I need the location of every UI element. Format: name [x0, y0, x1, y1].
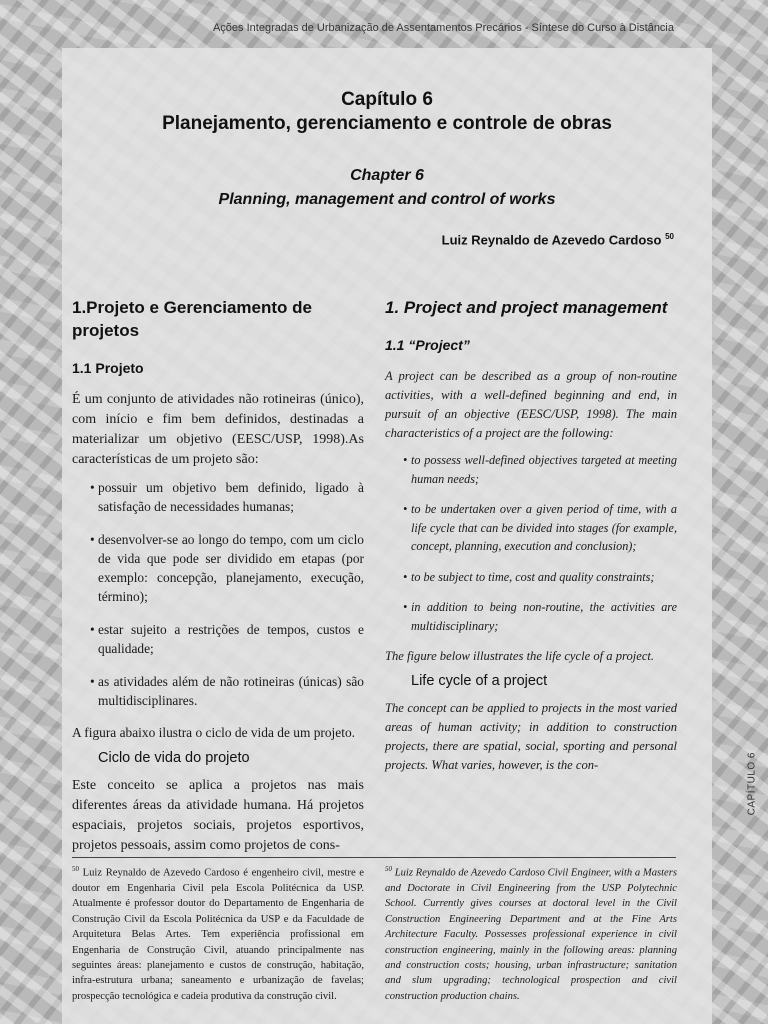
author-footnote-ref: 50 [665, 232, 674, 241]
list-item: • desenvolver-se ao longo do tempo, com um ciclo de vida que pode ser dividido em etapas (por exemplo: concepção, planejamento, execução, término); [72, 530, 364, 606]
chapter-number-pt: Capítulo 6 [341, 89, 433, 110]
intro-paragraph-en: A project can be described as a group of non-routine activities, with a well-defined beginning and end, in pursuit of an objective (EESC/USP, 1998). The main characteristics of a project are the following: [385, 369, 677, 440]
chapter-number-en: Chapter 6 [350, 167, 424, 184]
footnote-marker-pt: 50 [72, 865, 79, 873]
list-item: • possuir um objetivo bem definido, ligado à satisfação de necessidades humanas; [72, 478, 364, 516]
footnote-pt [72, 862, 364, 1004]
list-item: • in addition to being non-routine, the activities are multidisciplinary; [385, 598, 677, 635]
list-item: • to be subject to time, cost and quality constraints; [385, 568, 677, 587]
column-portuguese [72, 296, 364, 864]
figure-title-en: Life cycle of a project [411, 673, 548, 689]
subsection-heading-en: 1.1 “Project” [385, 337, 470, 353]
chapter-side-tab: CAPÍTULO 6 [746, 752, 757, 816]
intro-paragraph-pt: É um conjunto de atividades não rotineiras (único), com início e fim bem definidos, destinadas a materializar um objetivo (EESC/USP, 1998).As características de um projeto são: [72, 392, 364, 467]
author-name: Luiz Reynaldo de Azevedo Cardoso [441, 232, 662, 248]
chapter-title-pt [62, 88, 712, 136]
characteristics-list-en [385, 451, 677, 635]
chapter-title-en [62, 164, 712, 212]
column-english [385, 296, 677, 783]
chapter-name-en: Planning, management and control of works [218, 191, 556, 208]
section-heading-pt: 1.Projeto e Gerenciamento de projetos [72, 298, 312, 340]
section-heading-en: 1. Project and project management [385, 298, 668, 317]
characteristics-list-pt [72, 478, 364, 710]
footnote-text-en: Luiz Reynaldo de Azevedo Cardoso Civil Engineer, with a Masters and Doctorate in Civil Engineering from the USP Polytechnic School. Currently gives courses at doctoral level in the Civil Construction Engineering Department and at the Fine Arts Architecture Faculty. Possesses professional experience in civil construction engineering, mainly in the following areas: planning and construction costs; housing, urban infrastructure; sanitation and slum upgrading; technological prospection and civil construction production chains. [385, 867, 677, 1002]
list-item: • to possess well-defined objectives targeted at meeting human needs; [385, 451, 677, 488]
chapter-name-pt: Planejamento, gerenciamento e controle de obras [162, 113, 612, 134]
figure-intro-en: The figure below illustrates the life cycle of a project. [385, 649, 655, 663]
author-line [442, 232, 674, 247]
list-item: • estar sujeito a restrições de tempos, custos e qualidade; [72, 620, 364, 658]
figure-intro-pt: A figura abaixo ilustra o ciclo de vida de um projeto. [72, 725, 355, 740]
running-head: Ações Integradas de Urbanização de Assentamentos Precários - Síntese do Curso à Distância [212, 22, 674, 34]
continuation-paragraph-en: The concept can be applied to projects in the most varied areas of human activity; in addition to construction projects, there are spatial, social, sporting and personal projects. What varies, however, is the con- [385, 701, 677, 772]
continuation-paragraph-pt: Este conceito se aplica a projetos nas mais diferentes áreas da atividade humana. Há projetos espaciais, projetos sociais, projetos esportivos, projetos pessoais, assim como projetos de cons- [72, 778, 364, 853]
footnote-text-pt: Luiz Reynaldo de Azevedo Cardoso é engenheiro civil, mestre e doutor em Engenharia Civil pela Escola Politécnica da USP. Atualmente é professor doutor do Departamento de Engenharia de Construção Civil da Escola Politécnica da USP e da Faculdade de Arquitetura Belas Artes. Tem experiência profissional em Engenharia de Construção Civil, atuando principalmente nas seguintes áreas: planejamento e custos de construção, habitação, infra-estrutura urbana; saneamento e urbanização de favelas; prospecção tecnológica e cadeia produtiva da construção civil. [72, 867, 365, 1002]
list-item: • to be undertaken over a given period of time, with a life cycle that can be divided into stages (for example, concept, planning, execution and conclusion); [385, 500, 677, 556]
figure-title-pt: Ciclo de vida do projeto [98, 750, 250, 766]
footnote-divider [72, 857, 676, 858]
footnote-marker-en: 50 [385, 865, 392, 873]
subsection-heading-pt: 1.1 Projeto [72, 360, 144, 376]
list-item: • as atividades além de não rotineiras (únicas) são multidisciplinares. [72, 672, 364, 710]
footnote-en [385, 862, 677, 1004]
